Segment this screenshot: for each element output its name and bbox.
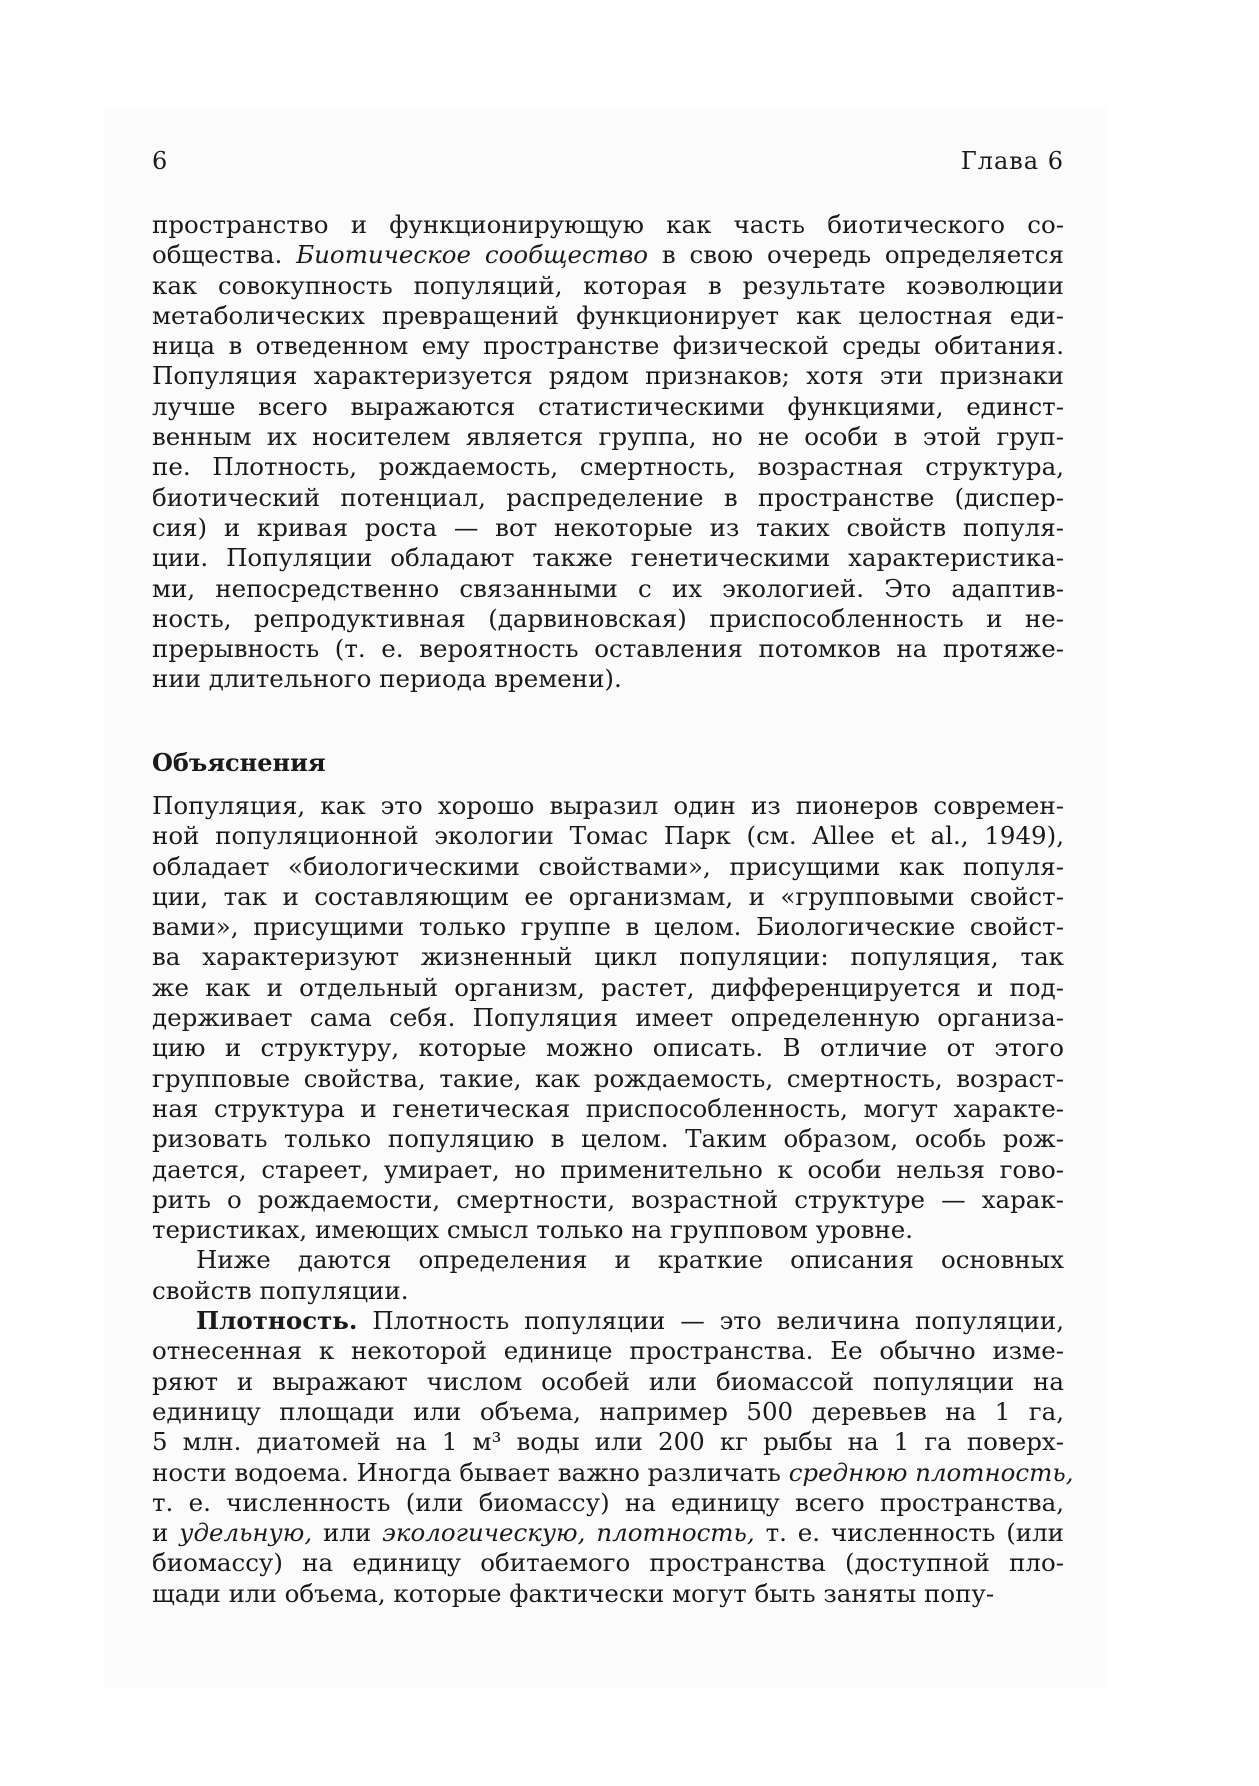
text-line: держивает сама себя. Популяция имеет определенную организа- bbox=[152, 1003, 1064, 1033]
text-run: общества. bbox=[152, 240, 297, 270]
text-line: сия) и кривая роста — вот некоторые из таких свойств популя- bbox=[152, 512, 1064, 542]
text-run: и bbox=[152, 1518, 180, 1548]
text-line: ница в отведенном ему пространстве физической среды обитания. bbox=[152, 331, 1064, 361]
text-run: Биотическое сообщество bbox=[296, 240, 649, 270]
text-run: удельную, bbox=[179, 1518, 313, 1548]
text-line: как совокупность популяций, которая в результате коэволюции bbox=[152, 270, 1064, 300]
text-line: ризовать только популяцию в целом. Таким образом, особь рож- bbox=[152, 1124, 1064, 1154]
book-page bbox=[104, 108, 1106, 1688]
text-line: 5 млн. диатомей на 1 м³ воды или 200 кг рыбы на 1 га поверх- bbox=[152, 1427, 1064, 1457]
text-run: Плотность. bbox=[196, 1306, 358, 1336]
page-number: 6 bbox=[152, 147, 168, 175]
text-line: ми, непосредственно связанными с их экологией. Это адаптив- bbox=[152, 573, 1064, 603]
text-run: среднюю плотность, bbox=[788, 1457, 1074, 1487]
paragraph-2 bbox=[152, 791, 1064, 1245]
text-line: групповые свойства, такие, как рождаемость, смертность, возраст- bbox=[152, 1063, 1064, 1093]
text-run: экологическую, bbox=[382, 1518, 586, 1548]
text-line: пе. Плотность, рождаемость, смертность, возрастная структура, bbox=[152, 452, 1064, 482]
paragraph-3 bbox=[152, 1245, 1064, 1306]
text-line: т. е. численность (или биомассу) на единицу всего пространства, bbox=[152, 1487, 1064, 1517]
text-line: вами», присущими только группе в целом. Биологические свойст- bbox=[152, 912, 1064, 942]
running-head: Глава 6 bbox=[960, 147, 1064, 175]
text-run: Плотность популяции — это величина популяции, bbox=[357, 1306, 1064, 1336]
text-run: плотность, bbox=[596, 1518, 755, 1548]
text-run bbox=[585, 1518, 596, 1547]
text-line bbox=[152, 1518, 1064, 1548]
text-line: ции. Популяции обладают также генетическими характеристика- bbox=[152, 543, 1064, 573]
page-header bbox=[152, 146, 1064, 176]
text-line: лучше всего выражаются статистическими функциями, единст- bbox=[152, 391, 1064, 421]
text-line: свойств популяции. bbox=[152, 1275, 409, 1305]
text-line: ции, так и составляющим ее организмам, и «групповыми свойст- bbox=[152, 881, 1064, 911]
text-line: пространство и функционирующую как часть биотического со- bbox=[152, 210, 1064, 239]
text-line: рить о рождаемости, смертности, возрастной структуре — харак- bbox=[152, 1184, 1064, 1214]
text-line: биотический потенциал, распределение в пространстве (диспер- bbox=[152, 482, 1064, 512]
text-line bbox=[152, 1306, 1064, 1336]
text-line bbox=[152, 1457, 1074, 1488]
text-run: ности водоема. Иногда бывает важно различать bbox=[152, 1457, 789, 1487]
text-line bbox=[152, 240, 1064, 270]
text-line: метаболических превращений функционирует как целостная еди- bbox=[152, 300, 1064, 330]
text-line: ва характеризуют жизненный цикл популяции: популяция, так bbox=[152, 942, 1064, 972]
paragraph-4 bbox=[152, 1306, 1074, 1609]
text-line: единицу площади или объема, например 500 деревьев на 1 га, bbox=[152, 1396, 1064, 1426]
text-line: цию и структуру, которые можно описать. В отличие от этого bbox=[152, 1033, 1064, 1063]
text-line: Ниже даются определения и краткие описания основных bbox=[196, 1245, 1064, 1275]
text-line: ной популяционной экологии Томас Парк (см. Allee et al., 1949), bbox=[152, 821, 1064, 851]
text-line: ность, репродуктивная (дарвиновская) приспособленность и не- bbox=[152, 603, 1064, 633]
text-line: ная структура и генетическая приспособленность, могут характе- bbox=[152, 1093, 1064, 1123]
text-line: Популяция, как это хорошо выразил один из пионеров современ- bbox=[152, 791, 1064, 820]
text-line: отнесенная к некоторой единице пространства. Ее обычно изме- bbox=[152, 1336, 1064, 1366]
text-run: или bbox=[312, 1518, 383, 1548]
text-line: ряют и выражают числом особей или биомассой популяции на bbox=[152, 1366, 1064, 1396]
text-line: теристиках, имеющих смысл только на групповом уровне. bbox=[152, 1215, 914, 1245]
text-line: же как и отдельный организм, растет, дифференцируется и под- bbox=[152, 972, 1064, 1002]
text-line: обладает «биологическими свойствами», присущими как популя- bbox=[152, 851, 1064, 881]
text-run: т. е. численность (или bbox=[754, 1518, 1064, 1548]
text-line: венным их носителем является группа, но не особи в этой груп- bbox=[152, 422, 1064, 452]
text-line: щади или объема, которые фактически могут быть заняты попу- bbox=[152, 1578, 995, 1608]
text-run: в свою очередь определяется bbox=[648, 240, 1064, 270]
text-line: нии длительного периода времени). bbox=[152, 664, 622, 694]
text-line: Популяция характеризуется рядом признаков; хотя эти признаки bbox=[152, 361, 1064, 391]
section-heading: Объяснения bbox=[152, 748, 326, 777]
text-line: дается, стареет, умирает, но применительно к особи нельзя гово- bbox=[152, 1154, 1064, 1184]
text-line: прерывность (т. е. вероятность оставления потомков на протяже- bbox=[152, 634, 1064, 664]
text-line: биомассу) на единицу обитаемого пространства (доступной пло- bbox=[152, 1548, 1064, 1578]
explanations-body bbox=[152, 791, 1074, 1609]
paragraph-1 bbox=[152, 210, 1064, 695]
